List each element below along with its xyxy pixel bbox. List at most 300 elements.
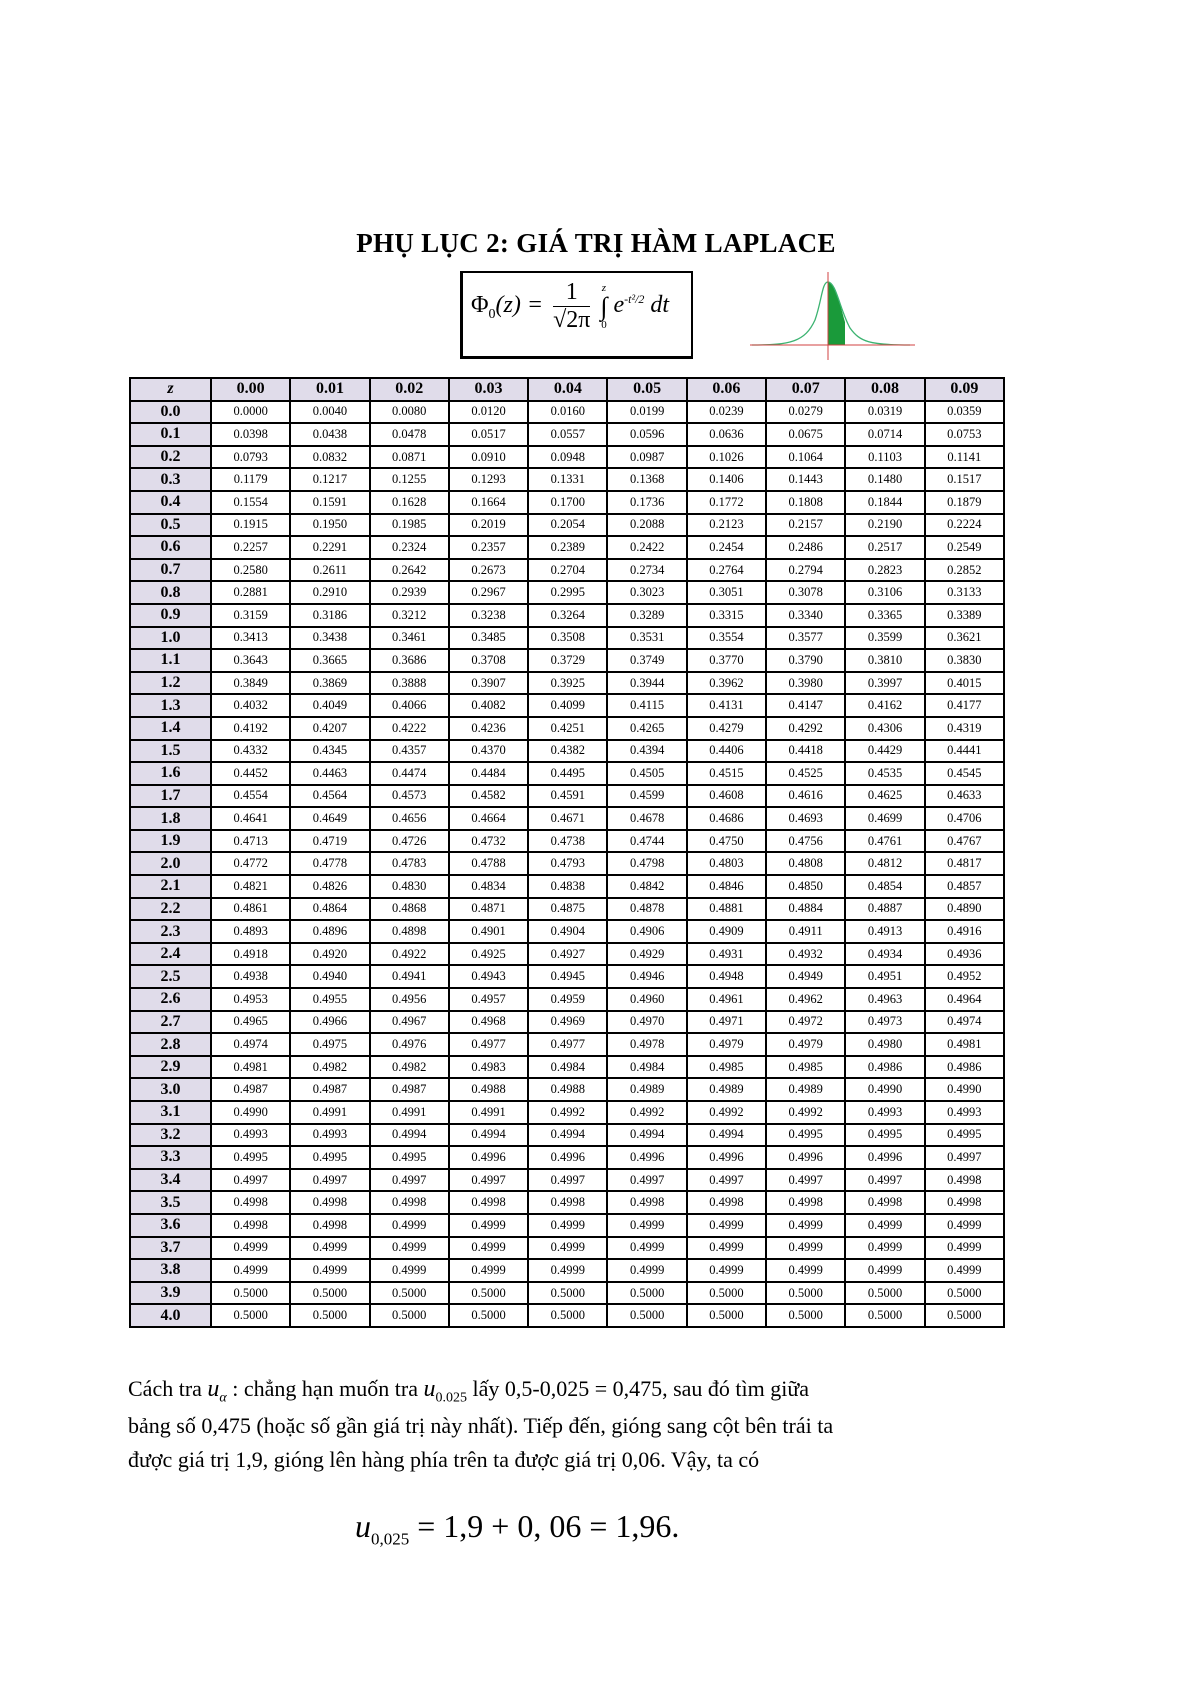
instruction-line-3: được giá trị 1,9, gióng lên hàng phía trên ta được giá trị 0,06. Vậy, ta có xyxy=(128,1447,760,1472)
table-row xyxy=(130,649,1004,672)
table-cell: 0.4986 xyxy=(925,1056,1004,1079)
table-cell: 0.4949 xyxy=(766,965,845,988)
table-cell: 0.4999 xyxy=(925,1214,1004,1237)
table-row xyxy=(130,446,1004,469)
table-row xyxy=(130,1124,1004,1147)
table-cell: 0.4971 xyxy=(687,1011,766,1034)
table-cell: 0.4884 xyxy=(766,898,845,921)
table-cell: 0.0438 xyxy=(290,423,369,446)
table-cell: 0.1406 xyxy=(687,468,766,491)
table-cell: 0.3186 xyxy=(290,604,369,627)
table-cell: 0.4963 xyxy=(845,988,924,1011)
table-cell: 0.1736 xyxy=(607,491,686,514)
table-cell: 0.3643 xyxy=(211,649,290,672)
table-cell: 0.1554 xyxy=(211,491,290,514)
table-cell: 0.2852 xyxy=(925,559,1004,582)
table-cell: 0.4306 xyxy=(845,717,924,740)
table-cell: 0.4994 xyxy=(528,1124,607,1147)
row-z-value: 2.2 xyxy=(130,898,211,921)
instruction-line-1 xyxy=(128,1376,809,1406)
row-z-value: 0.2 xyxy=(130,446,211,469)
table-cell: 0.4803 xyxy=(687,852,766,875)
exponent: -t²/2 xyxy=(624,292,645,307)
table-cell: 0.4999 xyxy=(290,1259,369,1282)
table-cell: 0.4987 xyxy=(211,1078,290,1101)
table-cell: 0.4664 xyxy=(449,807,528,830)
table-cell: 0.4999 xyxy=(845,1237,924,1260)
row-z-value: 3.2 xyxy=(130,1124,211,1147)
table-cell: 0.2357 xyxy=(449,536,528,559)
table-cell: 0.3830 xyxy=(925,649,1004,672)
table-cell: 0.4474 xyxy=(370,762,449,785)
row-z-value: 3.3 xyxy=(130,1146,211,1169)
table-cell: 0.2123 xyxy=(687,514,766,537)
table-cell: 0.4082 xyxy=(449,694,528,717)
table-cell: 0.4319 xyxy=(925,717,1004,740)
table-cell: 0.4015 xyxy=(925,672,1004,695)
table-cell: 0.0948 xyxy=(528,446,607,469)
table-cell: 0.4406 xyxy=(687,740,766,763)
table-cell: 0.4582 xyxy=(449,785,528,808)
row-z-value: 3.6 xyxy=(130,1214,211,1237)
row-z-value: 2.9 xyxy=(130,1056,211,1079)
u-sub: 0.025 xyxy=(435,1390,467,1406)
table-cell: 0.3810 xyxy=(845,649,924,672)
table-cell: 0.4992 xyxy=(766,1101,845,1124)
table-cell: 0.2486 xyxy=(766,536,845,559)
formula-numerator: 1 xyxy=(553,279,590,307)
table-cell: 0.4998 xyxy=(211,1191,290,1214)
table-cell: 0.4099 xyxy=(528,694,607,717)
table-row xyxy=(130,1033,1004,1056)
table-cell: 0.0596 xyxy=(607,423,686,446)
table-row xyxy=(130,1146,1004,1169)
table-cell: 0.4999 xyxy=(845,1214,924,1237)
table-cell: 0.4147 xyxy=(766,694,845,717)
table-cell: 0.0319 xyxy=(845,401,924,424)
table-cell: 0.3962 xyxy=(687,672,766,695)
integral-lower: 0 xyxy=(601,318,607,331)
table-cell: 0.4999 xyxy=(449,1214,528,1237)
table-cell: 0.3686 xyxy=(370,649,449,672)
table-cell: 0.4952 xyxy=(925,965,1004,988)
table-cell: 0.2580 xyxy=(211,559,290,582)
table-cell: 0.3907 xyxy=(449,672,528,695)
table-cell: 0.4554 xyxy=(211,785,290,808)
table-cell: 0.1517 xyxy=(925,468,1004,491)
table-cell: 0.1368 xyxy=(607,468,686,491)
table-cell: 0.1480 xyxy=(845,468,924,491)
table-cell: 0.1664 xyxy=(449,491,528,514)
table-row xyxy=(130,514,1004,537)
table-cell: 0.4032 xyxy=(211,694,290,717)
table-cell: 0.3315 xyxy=(687,604,766,627)
row-z-value: 0.0 xyxy=(130,401,211,424)
table-cell: 0.4793 xyxy=(528,852,607,875)
table-cell: 0.4960 xyxy=(607,988,686,1011)
table-cell: 0.2967 xyxy=(449,581,528,604)
table-cell: 0.4756 xyxy=(766,830,845,853)
table-row xyxy=(130,898,1004,921)
table-cell: 0.4850 xyxy=(766,875,845,898)
table-cell: 0.4222 xyxy=(370,717,449,740)
row-z-value: 1.0 xyxy=(130,627,211,650)
table-cell: 0.4192 xyxy=(211,717,290,740)
table-cell: 0.4991 xyxy=(449,1101,528,1124)
table-cell: 0.4761 xyxy=(845,830,924,853)
table-cell: 0.4916 xyxy=(925,920,1004,943)
table-cell: 0.3340 xyxy=(766,604,845,627)
table-cell: 0.4452 xyxy=(211,762,290,785)
table-cell: 0.0793 xyxy=(211,446,290,469)
table-cell: 0.4999 xyxy=(925,1259,1004,1282)
table-cell: 0.4989 xyxy=(607,1078,686,1101)
table-cell: 0.4997 xyxy=(211,1169,290,1192)
table-cell: 0.4941 xyxy=(370,965,449,988)
table-cell: 0.4979 xyxy=(687,1033,766,1056)
table-cell: 0.4999 xyxy=(370,1259,449,1282)
table-cell: 0.4936 xyxy=(925,943,1004,966)
table-row xyxy=(130,1011,1004,1034)
row-z-value: 3.7 xyxy=(130,1237,211,1260)
table-cell: 0.4999 xyxy=(211,1259,290,1282)
table-cell: 0.2611 xyxy=(290,559,369,582)
table-row xyxy=(130,1214,1004,1237)
table-cell: 0.4998 xyxy=(211,1214,290,1237)
table-cell: 0.4998 xyxy=(766,1191,845,1214)
formula-arg: (z) = xyxy=(495,292,544,319)
table-cell: 0.4998 xyxy=(925,1169,1004,1192)
table-cell: 0.4826 xyxy=(290,875,369,898)
table-cell: 0.3665 xyxy=(290,649,369,672)
table-cell: 0.4981 xyxy=(925,1033,1004,1056)
table-row xyxy=(130,1191,1004,1214)
table-cell: 0.4977 xyxy=(528,1033,607,1056)
table-cell: 0.1772 xyxy=(687,491,766,514)
table-cell: 0.2054 xyxy=(528,514,607,537)
table-cell: 0.4986 xyxy=(845,1056,924,1079)
table-cell: 0.4987 xyxy=(370,1078,449,1101)
table-cell: 0.3051 xyxy=(687,581,766,604)
table-cell: 0.4966 xyxy=(290,1011,369,1034)
table-cell: 0.4980 xyxy=(845,1033,924,1056)
table-cell: 0.1026 xyxy=(687,446,766,469)
table-cell: 0.4633 xyxy=(925,785,1004,808)
table-cell: 0.4999 xyxy=(211,1237,290,1260)
table-cell: 0.4864 xyxy=(290,898,369,921)
table-row xyxy=(130,491,1004,514)
table-cell: 0.1985 xyxy=(370,514,449,537)
table-cell: 0.4945 xyxy=(528,965,607,988)
table-cell: 0.4997 xyxy=(607,1169,686,1192)
table-cell: 0.4875 xyxy=(528,898,607,921)
table-cell: 0.1443 xyxy=(766,468,845,491)
row-z-value: 0.1 xyxy=(130,423,211,446)
table-cell: 0.4911 xyxy=(766,920,845,943)
table-row xyxy=(130,717,1004,740)
row-z-value: 1.1 xyxy=(130,649,211,672)
row-z-value: 2.5 xyxy=(130,965,211,988)
table-cell: 0.0398 xyxy=(211,423,290,446)
table-cell: 0.2939 xyxy=(370,581,449,604)
formula-lhs-sub: 0 xyxy=(488,306,496,322)
table-row xyxy=(130,943,1004,966)
table-cell: 0.4997 xyxy=(370,1169,449,1192)
table-cell: 0.4767 xyxy=(925,830,1004,853)
table-cell: 0.3159 xyxy=(211,604,290,627)
table-cell: 0.0040 xyxy=(290,401,369,424)
row-z-value: 2.8 xyxy=(130,1033,211,1056)
table-cell: 0.4772 xyxy=(211,852,290,875)
header-z: z xyxy=(130,378,211,401)
table-cell: 0.4999 xyxy=(370,1214,449,1237)
row-z-value: 2.1 xyxy=(130,875,211,898)
table-cell: 0.4678 xyxy=(607,807,686,830)
table-cell: 0.5000 xyxy=(290,1304,369,1327)
table-cell: 0.1700 xyxy=(528,491,607,514)
table-cell: 0.2549 xyxy=(925,536,1004,559)
table-cell: 0.3289 xyxy=(607,604,686,627)
header-col: 0.05 xyxy=(607,378,686,401)
table-cell: 0.4997 xyxy=(766,1169,845,1192)
table-cell: 0.4732 xyxy=(449,830,528,853)
table-cell: 0.4887 xyxy=(845,898,924,921)
table-cell: 0.4996 xyxy=(607,1146,686,1169)
table-cell: 0.3133 xyxy=(925,581,1004,604)
table-cell: 0.4995 xyxy=(370,1146,449,1169)
table-cell: 0.3389 xyxy=(925,604,1004,627)
dt: dt xyxy=(650,292,670,319)
table-cell: 0.4817 xyxy=(925,852,1004,875)
table-cell: 0.0199 xyxy=(607,401,686,424)
table-cell: 0.4495 xyxy=(528,762,607,785)
table-cell: 0.4994 xyxy=(449,1124,528,1147)
table-cell: 0.4778 xyxy=(290,852,369,875)
table-cell: 0.4693 xyxy=(766,807,845,830)
table-header-row xyxy=(130,378,1004,401)
table-row xyxy=(130,559,1004,582)
table-cell: 0.4999 xyxy=(687,1214,766,1237)
table-cell: 0.4868 xyxy=(370,898,449,921)
table-cell: 0.4948 xyxy=(687,965,766,988)
table-cell: 0.3438 xyxy=(290,627,369,650)
table-cell: 0.4929 xyxy=(607,943,686,966)
table-cell: 0.4974 xyxy=(925,1011,1004,1034)
header-col: 0.03 xyxy=(449,378,528,401)
table-cell: 0.2881 xyxy=(211,581,290,604)
table-cell: 0.4978 xyxy=(607,1033,686,1056)
table-cell: 0.2794 xyxy=(766,559,845,582)
table-cell: 0.4998 xyxy=(370,1191,449,1214)
table-cell: 0.4962 xyxy=(766,988,845,1011)
table-cell: 0.4998 xyxy=(607,1191,686,1214)
table-cell: 0.4993 xyxy=(290,1124,369,1147)
table-cell: 0.1064 xyxy=(766,446,845,469)
table-row xyxy=(130,1101,1004,1124)
table-row xyxy=(130,965,1004,988)
table-cell: 0.4236 xyxy=(449,717,528,740)
table-row xyxy=(130,852,1004,875)
table-cell: 0.0871 xyxy=(370,446,449,469)
table-cell: 0.4991 xyxy=(370,1101,449,1124)
table-cell: 0.4838 xyxy=(528,875,607,898)
table-cell: 0.4995 xyxy=(211,1146,290,1169)
table-cell: 0.3106 xyxy=(845,581,924,604)
table-cell: 0.4982 xyxy=(370,1056,449,1079)
table-cell: 0.4279 xyxy=(687,717,766,740)
table-cell: 0.4871 xyxy=(449,898,528,921)
table-cell: 0.3238 xyxy=(449,604,528,627)
alpha-sub: α xyxy=(219,1390,227,1406)
table-cell: 0.4641 xyxy=(211,807,290,830)
table-cell: 0.2324 xyxy=(370,536,449,559)
table-row xyxy=(130,1078,1004,1101)
table-cell: 0.4564 xyxy=(290,785,369,808)
text: lấy 0,5-0,025 = 0,475, sau đó tìm giữa xyxy=(467,1376,810,1401)
table-row xyxy=(130,830,1004,853)
table-cell: 0.4999 xyxy=(845,1259,924,1282)
table-cell: 0.4997 xyxy=(290,1169,369,1192)
table-cell: 0.4938 xyxy=(211,965,290,988)
table-cell: 0.2190 xyxy=(845,514,924,537)
table-cell: 0.3413 xyxy=(211,627,290,650)
table-cell: 0.4955 xyxy=(290,988,369,1011)
table-row xyxy=(130,920,1004,943)
u-sub: 0,025 xyxy=(371,1529,410,1549)
table-cell: 0.4976 xyxy=(370,1033,449,1056)
table-cell: 0.4999 xyxy=(687,1259,766,1282)
table-row xyxy=(130,1282,1004,1305)
table-row xyxy=(130,1237,1004,1260)
table-cell: 0.4846 xyxy=(687,875,766,898)
table-cell: 0.4999 xyxy=(687,1237,766,1260)
result-formula xyxy=(355,1508,679,1549)
table-cell: 0.1103 xyxy=(845,446,924,469)
table-row xyxy=(130,762,1004,785)
table-cell: 0.4857 xyxy=(925,875,1004,898)
table-cell: 0.4998 xyxy=(290,1214,369,1237)
table-cell: 0.4616 xyxy=(766,785,845,808)
row-z-value: 0.6 xyxy=(130,536,211,559)
table-cell: 0.4984 xyxy=(528,1056,607,1079)
table-cell: 0.5000 xyxy=(211,1282,290,1305)
table-cell: 0.4162 xyxy=(845,694,924,717)
table-cell: 0.4788 xyxy=(449,852,528,875)
table-cell: 0.2673 xyxy=(449,559,528,582)
table-cell: 0.4345 xyxy=(290,740,369,763)
table-cell: 0.4738 xyxy=(528,830,607,853)
table-cell: 0.4920 xyxy=(290,943,369,966)
table-cell: 0.5000 xyxy=(687,1282,766,1305)
table-cell: 0.5000 xyxy=(528,1304,607,1327)
row-z-value: 3.5 xyxy=(130,1191,211,1214)
row-z-value: 3.1 xyxy=(130,1101,211,1124)
row-z-value: 2.0 xyxy=(130,852,211,875)
header-col: 0.09 xyxy=(925,378,1004,401)
table-cell: 0.4943 xyxy=(449,965,528,988)
table-cell: 0.1331 xyxy=(528,468,607,491)
table-cell: 0.3925 xyxy=(528,672,607,695)
table-cell: 0.5000 xyxy=(687,1304,766,1327)
table-cell: 0.4985 xyxy=(687,1056,766,1079)
table-cell: 0.4999 xyxy=(449,1259,528,1282)
table-cell: 0.3531 xyxy=(607,627,686,650)
table-cell: 0.4896 xyxy=(290,920,369,943)
table-cell: 0.4861 xyxy=(211,898,290,921)
row-z-value: 0.7 xyxy=(130,559,211,582)
table-cell: 0.4904 xyxy=(528,920,607,943)
u-symbol: u xyxy=(423,1376,436,1402)
table-cell: 0.2224 xyxy=(925,514,1004,537)
table-cell: 0.4115 xyxy=(607,694,686,717)
table-row xyxy=(130,627,1004,650)
row-z-value: 2.4 xyxy=(130,943,211,966)
table-cell: 0.4925 xyxy=(449,943,528,966)
table-cell: 0.4995 xyxy=(766,1124,845,1147)
integrand: e xyxy=(613,292,625,319)
table-cell: 0.4906 xyxy=(607,920,686,943)
table-cell: 0.4951 xyxy=(845,965,924,988)
table-cell: 0.4999 xyxy=(607,1237,686,1260)
row-z-value: 1.6 xyxy=(130,762,211,785)
row-z-value: 2.6 xyxy=(130,988,211,1011)
table-cell: 0.4515 xyxy=(687,762,766,785)
table-cell: 0.4983 xyxy=(449,1056,528,1079)
table-cell: 0.4998 xyxy=(845,1191,924,1214)
table-cell: 0.4842 xyxy=(607,875,686,898)
table-cell: 0.4995 xyxy=(290,1146,369,1169)
table-cell: 0.5000 xyxy=(449,1304,528,1327)
table-cell: 0.4975 xyxy=(290,1033,369,1056)
table-cell: 0.4750 xyxy=(687,830,766,853)
table-cell: 0.4608 xyxy=(687,785,766,808)
table-cell: 0.4821 xyxy=(211,875,290,898)
table-cell: 0.4370 xyxy=(449,740,528,763)
table-cell: 0.4999 xyxy=(766,1259,845,1282)
table-cell: 0.4996 xyxy=(449,1146,528,1169)
table-row xyxy=(130,740,1004,763)
table-cell: 0.0478 xyxy=(370,423,449,446)
table-cell: 0.0517 xyxy=(449,423,528,446)
table-row xyxy=(130,581,1004,604)
table-cell: 0.4985 xyxy=(766,1056,845,1079)
table-cell: 0.5000 xyxy=(925,1282,1004,1305)
table-cell: 0.4998 xyxy=(528,1191,607,1214)
row-z-value: 1.7 xyxy=(130,785,211,808)
row-z-value: 3.8 xyxy=(130,1259,211,1282)
row-z-value: 1.4 xyxy=(130,717,211,740)
table-cell: 0.2422 xyxy=(607,536,686,559)
table-cell: 0.4893 xyxy=(211,920,290,943)
table-cell: 0.2704 xyxy=(528,559,607,582)
table-cell: 0.4932 xyxy=(766,943,845,966)
table-cell: 0.2764 xyxy=(687,559,766,582)
table-cell: 0.4990 xyxy=(845,1078,924,1101)
table-cell: 0.0910 xyxy=(449,446,528,469)
table-cell: 0.4989 xyxy=(766,1078,845,1101)
table-cell: 0.4812 xyxy=(845,852,924,875)
table-cell: 0.4999 xyxy=(607,1259,686,1282)
table-cell: 0.4999 xyxy=(925,1237,1004,1260)
table-cell: 0.3888 xyxy=(370,672,449,695)
table-cell: 0.0359 xyxy=(925,401,1004,424)
table-cell: 0.4984 xyxy=(607,1056,686,1079)
row-z-value: 3.4 xyxy=(130,1169,211,1192)
table-cell: 0.4656 xyxy=(370,807,449,830)
normal-curve-icon xyxy=(750,270,920,360)
table-cell: 0.2910 xyxy=(290,581,369,604)
table-cell: 0.4441 xyxy=(925,740,1004,763)
